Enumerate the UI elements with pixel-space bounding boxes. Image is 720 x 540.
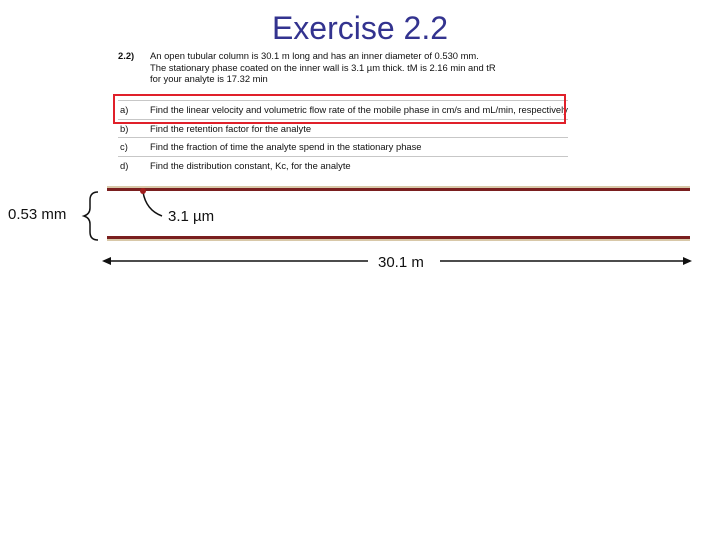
question-letter: a) [120,104,129,115]
question-letter: c) [120,141,128,153]
question-text: Find the fraction of time the analyte spend in the stationary phase [150,141,422,153]
thickness-pointer-dot [140,188,146,194]
length-arrowhead-right [683,257,692,265]
problem-text-2: The stationary phase coated on the inner wall is 3.1 µm thick. tM is 2.16 min and tR [150,61,496,73]
problem-text-1: An open tubular column is 30.1 m long and has an inner diameter of 0.530 mm. [150,50,479,61]
question-letter: b) [120,122,129,134]
length-label: 30.1 m [378,254,424,271]
thickness-pointer [143,192,162,216]
question-text: Find the distribution constant, Kc, for the analyte [150,159,351,171]
diameter-label: 0.53 mm [8,206,67,223]
problem-text-3: for your analyte is 17.32 min [150,73,268,85]
question-letter: d) [120,159,129,171]
question-text: Find the retention factor for the analyte [150,122,312,134]
problem-number: 2.2) [118,50,135,61]
thickness-label: 3.1 µm [168,208,215,225]
diameter-brace [84,192,98,240]
question-text: Find the linear velocity and volumetric flow rate of the mobile phase in cm/s and mL/min, respectively [150,104,568,115]
length-arrowhead-left [102,257,111,265]
page-title: Exercise 2.2 [271,10,449,46]
